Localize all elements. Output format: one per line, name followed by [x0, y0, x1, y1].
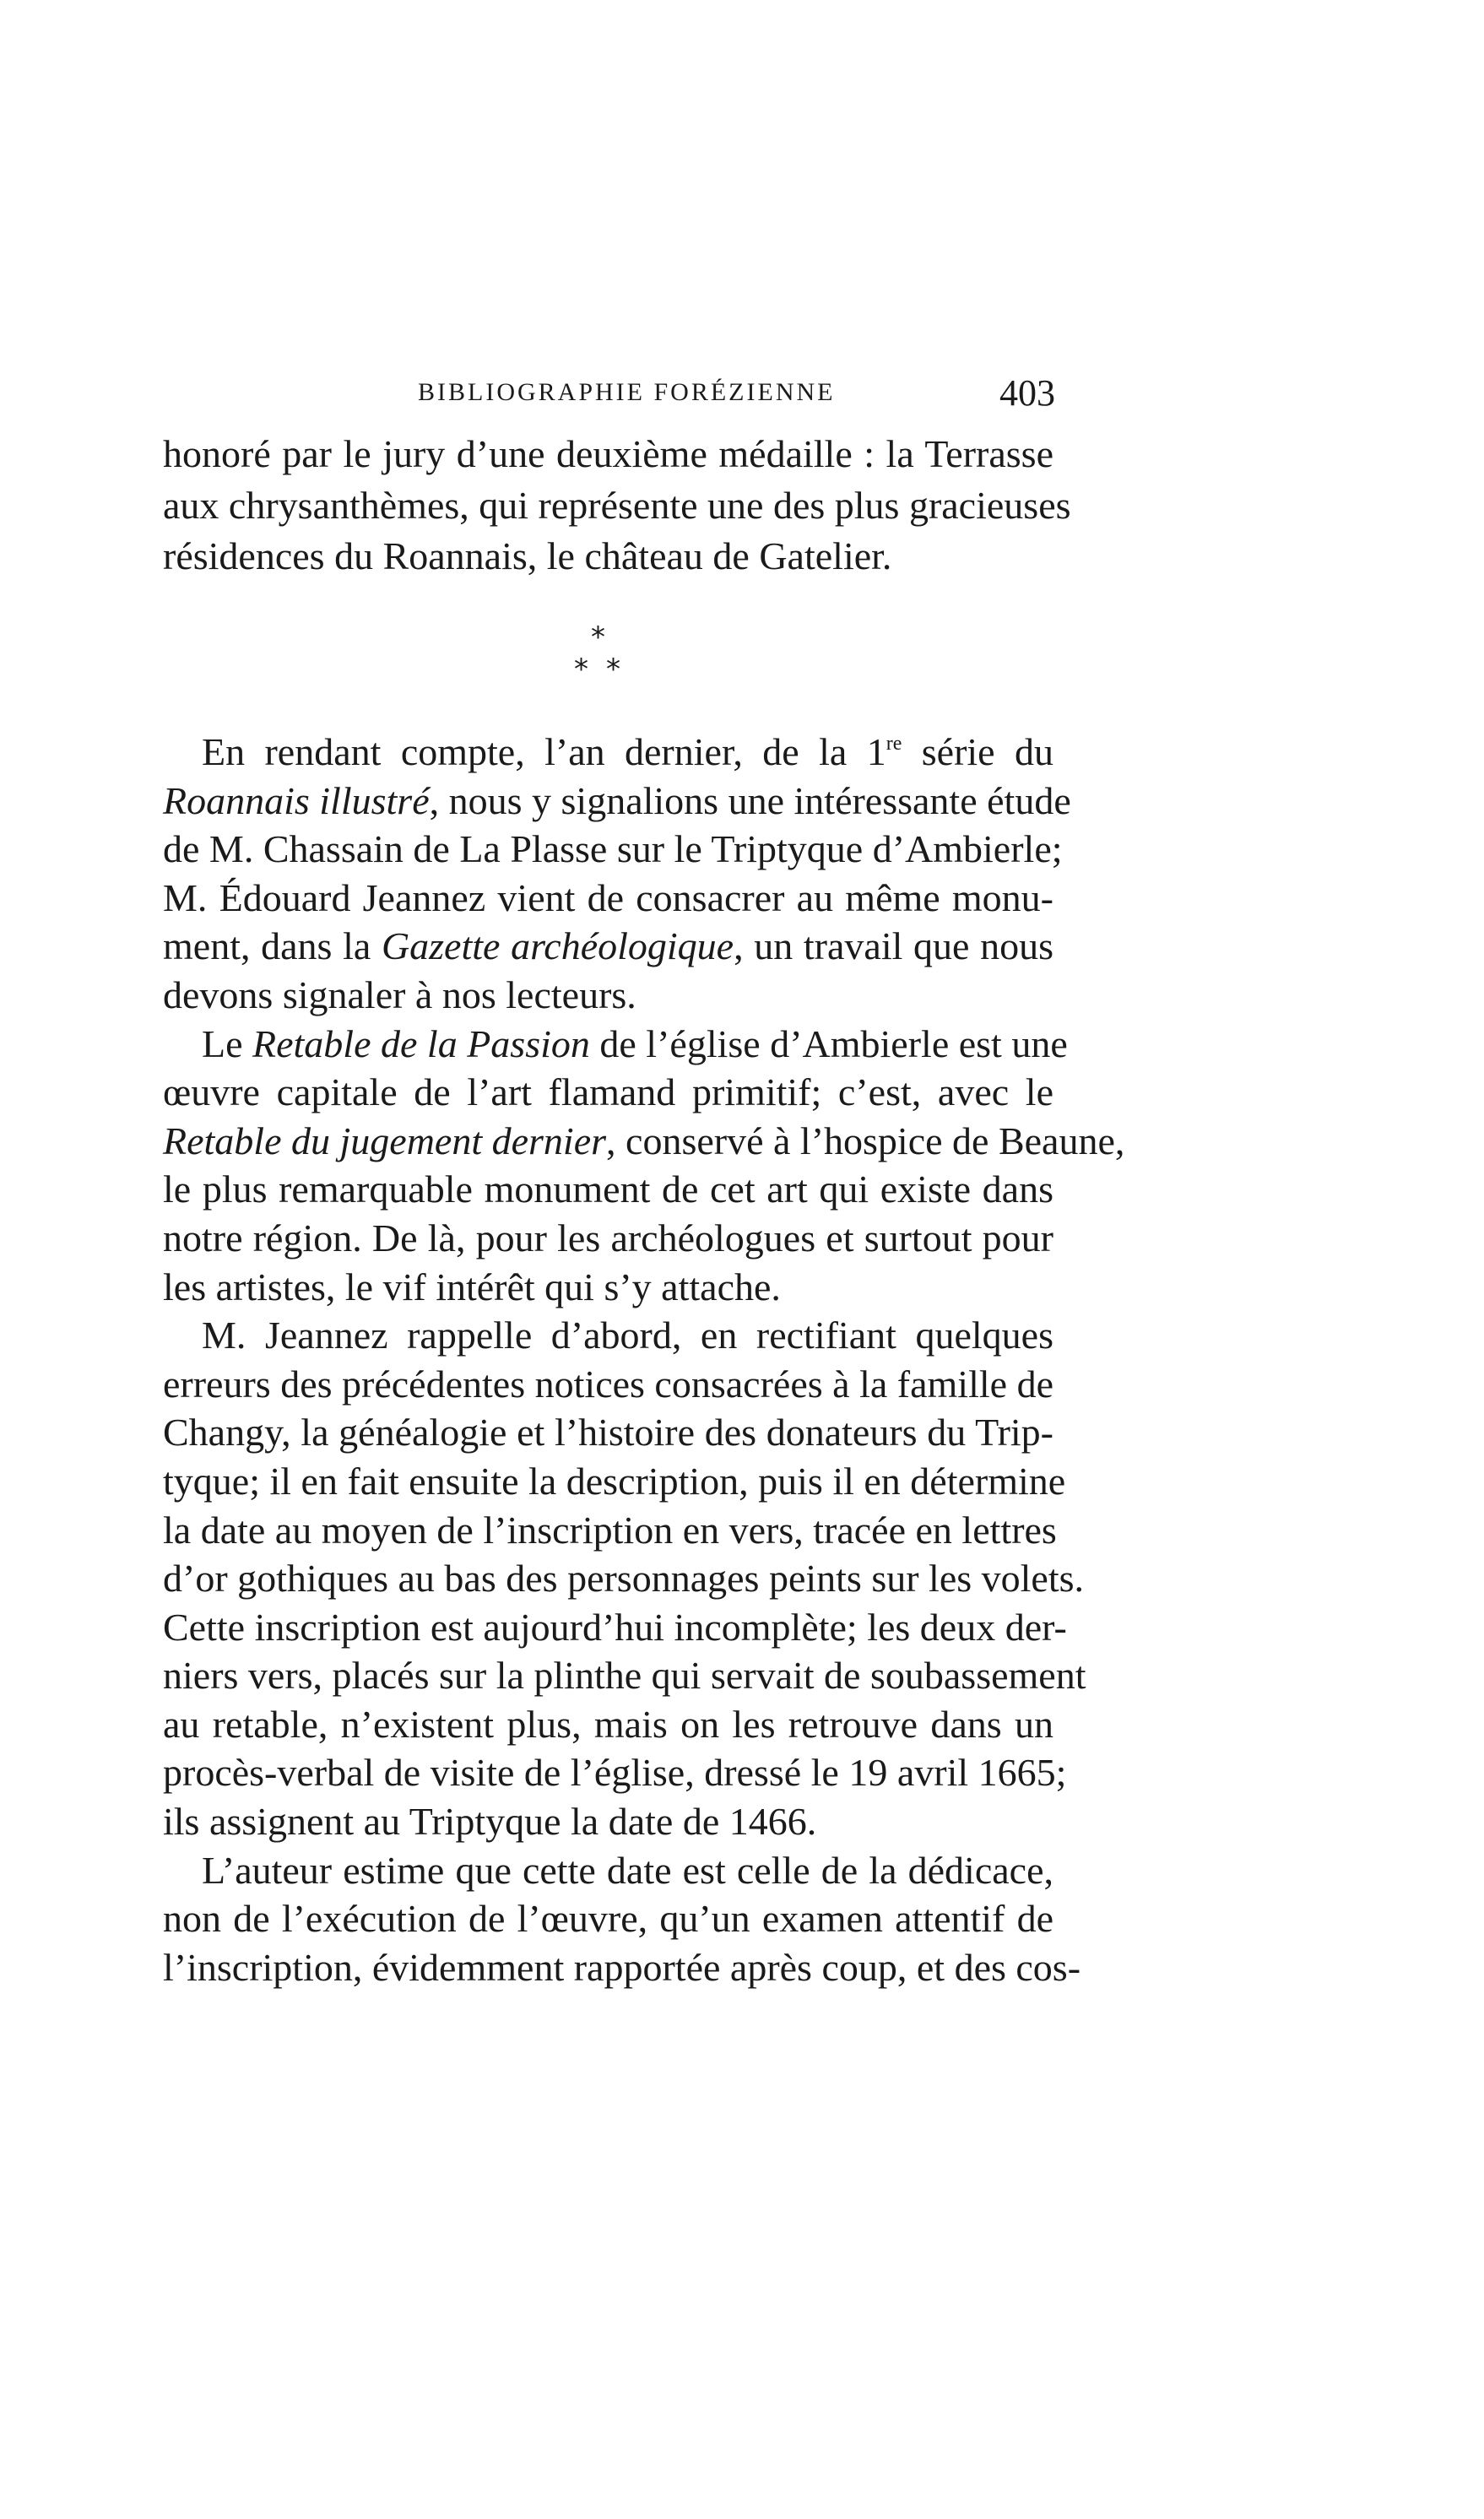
asterisk-mark: * [591, 620, 605, 654]
text-line: En rendant compte, l’an dernier, de la 1re série du [202, 730, 1053, 773]
text-line: niers vers, placés sur la plinthe qui servait de soubassement [163, 1654, 1086, 1698]
text-line: aux chrysanthèmes, qui représente une des plus gracieuses [163, 483, 1071, 527]
text-line: non de l’exécution de l’œuvre, qu’un examen attentif de [163, 1897, 1053, 1941]
paragraph-retable [163, 1020, 1125, 1312]
article-body [163, 728, 1125, 1991]
text-line: œuvre capitale de l’art flamand primitif; c’est, avec le [163, 1070, 1053, 1114]
text-line: devons signaler à nos lecteurs. [163, 972, 636, 1016]
page-number: 403 [999, 372, 1055, 414]
text-line: ils assignent au Triptyque la date de 1466. [163, 1800, 817, 1844]
text-line: procès-verbal de visite de l’église, dressé le 19 avril 1665; [163, 1751, 1067, 1795]
text-line: d’or gothiques au bas des personnages peints sur les volets. [163, 1557, 1085, 1601]
text-line: ment, dans la Gazette archéologique, un travail que nous [163, 924, 1053, 968]
text-line: les artistes, le vif intérêt qui s’y attache. [163, 1265, 781, 1308]
text-line: M. Édouard Jeannez vient de consacrer au même monu- [163, 875, 1053, 919]
text-line: Le Retable de la Passion de l’église d’Ambierle est une [202, 1021, 1068, 1065]
text-line: Retable du jugement dernier, conservé à l’hospice de Beaune, [163, 1119, 1125, 1162]
text-line: erreurs des précédentes notices consacrées à la famille de [163, 1362, 1053, 1406]
text-line: le plus remarquable monument de cet art qui existe dans [163, 1167, 1053, 1211]
text-line: résidences du Roannais, le château de Gatelier. [163, 534, 892, 577]
text-line: tyque; il en fait ensuite la description, puis il en détermine [163, 1459, 1066, 1503]
text-line: Changy, la généalogie et l’histoire des donateurs du Trip- [163, 1411, 1053, 1455]
text-line: Cette inscription est aujourd’hui incomplète; les deux der- [163, 1605, 1067, 1649]
paragraph-review-intro [163, 728, 1071, 1020]
text-line: au retable, n’existent plus, mais on les retrouve dans un [163, 1702, 1053, 1746]
text-line: honoré par le jury d’une deuxième médaille : la Terrasse [163, 432, 1053, 475]
asterism-separator [557, 620, 658, 696]
asterisk-mark: * [606, 653, 620, 686]
ordinal-superscript: re [886, 733, 902, 755]
text-line: notre région. De là, pour les archéologues et surtout pour [163, 1216, 1053, 1260]
opening-paragraph [163, 429, 1071, 582]
running-title: BIBLIOGRAPHIE FORÉZIENNE [418, 378, 836, 406]
running-header [160, 371, 1055, 422]
text-line: L’auteur estime que cette date est celle de la dédicace, [202, 1848, 1053, 1892]
paragraph-jeannez [163, 1311, 1086, 1846]
text-line: la date au moyen de l’inscription en vers, tracée en lettres [163, 1508, 1057, 1552]
text-line: M. Jeannez rappelle d’abord, en rectifiant quelques [202, 1314, 1053, 1357]
paragraph-author-estimate [163, 1846, 1081, 1992]
text-line: Roannais illustré, nous y signalions une intéressante étude [163, 778, 1071, 822]
text-line: de M. Chassain de La Plasse sur le Triptyque d’Ambierle; [163, 827, 1063, 871]
asterisk-mark: * [574, 653, 588, 686]
text-line: l’inscription, évidemment rapportée après coup, et des cos- [163, 1945, 1081, 1989]
